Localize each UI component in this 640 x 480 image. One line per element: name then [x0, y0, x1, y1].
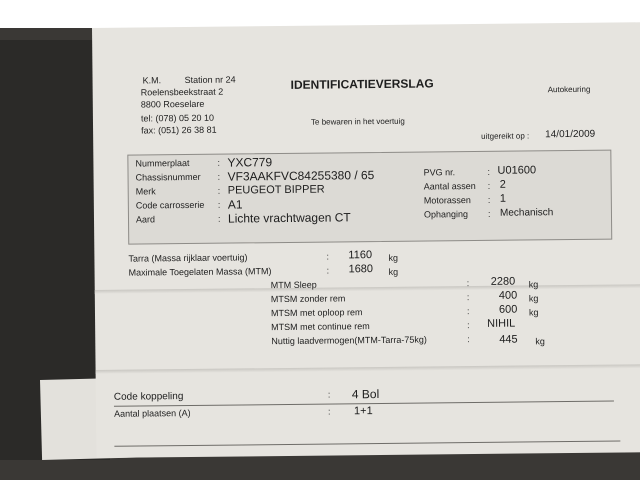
- seats-label: Aantal plaatsen (A): [113, 407, 191, 419]
- colon: :: [217, 199, 221, 210]
- vehicle-info-box: [127, 150, 612, 245]
- unbraked-value: 400: [498, 289, 518, 302]
- issuer-label: Autokeuring: [547, 84, 591, 95]
- axles-value: 2: [499, 178, 506, 191]
- mtm-label: Maximale Toegelaten Massa (MTM): [128, 266, 272, 278]
- continuous-brake-label: MTSM met continue rem: [271, 321, 370, 333]
- seats-value: 1+1: [353, 405, 373, 418]
- colon: :: [217, 213, 221, 224]
- plate-value: YXC779: [227, 155, 273, 170]
- office-street: Roelensbeekstraat 2: [140, 86, 224, 98]
- motor-axles-label: Motorassen: [423, 195, 471, 206]
- colon: :: [326, 265, 330, 276]
- type-label: Aard: [135, 214, 156, 225]
- mtm-unit: kg: [388, 266, 399, 277]
- unbraked-label: MTSM zonder rem: [270, 293, 346, 305]
- tow-unit: kg: [528, 279, 539, 290]
- colon: :: [467, 320, 470, 331]
- office-city: 8800 Roeselare: [140, 98, 205, 110]
- payload-label: Nuttig laadvermogen(MTM-Tarra-75kg): [271, 334, 427, 347]
- overrun-brake-unit: kg: [528, 307, 539, 318]
- body-code-value: A1: [227, 197, 243, 212]
- colon: :: [487, 194, 491, 205]
- coupling-value: 4 Bol: [351, 387, 380, 402]
- paper-fold-line: [96, 364, 640, 374]
- issued-label: uitgereikt op :: [481, 131, 530, 141]
- tow-value: 2280: [490, 275, 516, 288]
- plate-label: Nummerplaat: [135, 157, 190, 169]
- pvg-value: U01600: [497, 164, 537, 177]
- unbraked-unit: kg: [528, 293, 539, 304]
- colon: :: [327, 406, 331, 417]
- chassis-label: Chassisnummer: [135, 171, 201, 183]
- colon: :: [466, 306, 470, 317]
- body-code-label: Code carrosserie: [135, 199, 205, 211]
- colon: :: [217, 157, 220, 168]
- chassis-value: VF3AAKFVC84255380 / 65: [227, 168, 375, 184]
- payload-value: 445: [499, 333, 518, 346]
- office-phone: tel: (078) 05 20 10: [140, 112, 215, 124]
- colon: :: [487, 208, 491, 219]
- issued-date: 14/01/2009: [545, 128, 596, 141]
- colon: :: [217, 185, 221, 196]
- colon: :: [466, 292, 470, 303]
- motor-axles-value: 1: [499, 192, 506, 205]
- document-subtitle: Te bewaren in het voertuig: [310, 116, 405, 127]
- divider-line: [114, 440, 620, 446]
- coupling-label: Code koppeling: [113, 391, 184, 403]
- station-number: Station nr 24: [184, 74, 236, 86]
- axles-label: Aantal assen: [423, 180, 476, 192]
- overrun-brake-value: 600: [498, 303, 518, 316]
- colon: :: [326, 251, 329, 262]
- make-value: PEUGEOT BIPPER: [227, 183, 325, 197]
- colon: :: [327, 389, 331, 400]
- continuous-brake-value: NIHIL: [487, 317, 516, 330]
- paper-fold-line: [95, 284, 640, 294]
- mtm-value: 1680: [348, 263, 374, 276]
- tare-label: Tarra (Massa rijklaar voertuig): [128, 252, 248, 264]
- make-label: Merk: [135, 186, 156, 197]
- colon: :: [466, 278, 470, 289]
- colon: :: [217, 171, 221, 182]
- tow-label: MTM Sleep: [270, 279, 317, 291]
- colon: :: [487, 166, 491, 177]
- tare-value: 1160: [348, 249, 373, 262]
- type-value: Lichte vrachtwagen CT: [227, 210, 351, 226]
- suspension-value: Mechanisch: [499, 207, 554, 219]
- colon: :: [467, 334, 470, 345]
- payload-unit: kg: [535, 336, 545, 347]
- pvg-label: PVG nr.: [423, 167, 456, 178]
- colon: :: [487, 180, 491, 191]
- identification-document: [92, 22, 640, 458]
- office-code: K.M.: [142, 75, 162, 86]
- suspension-label: Ophanging: [423, 209, 469, 220]
- document-title: IDENTIFICATIEVERSLAG: [290, 76, 434, 92]
- tare-unit: kg: [388, 252, 398, 263]
- overrun-brake-label: MTSM met oploop rem: [270, 307, 363, 319]
- office-fax: fax: (051) 26 38 81: [141, 124, 217, 136]
